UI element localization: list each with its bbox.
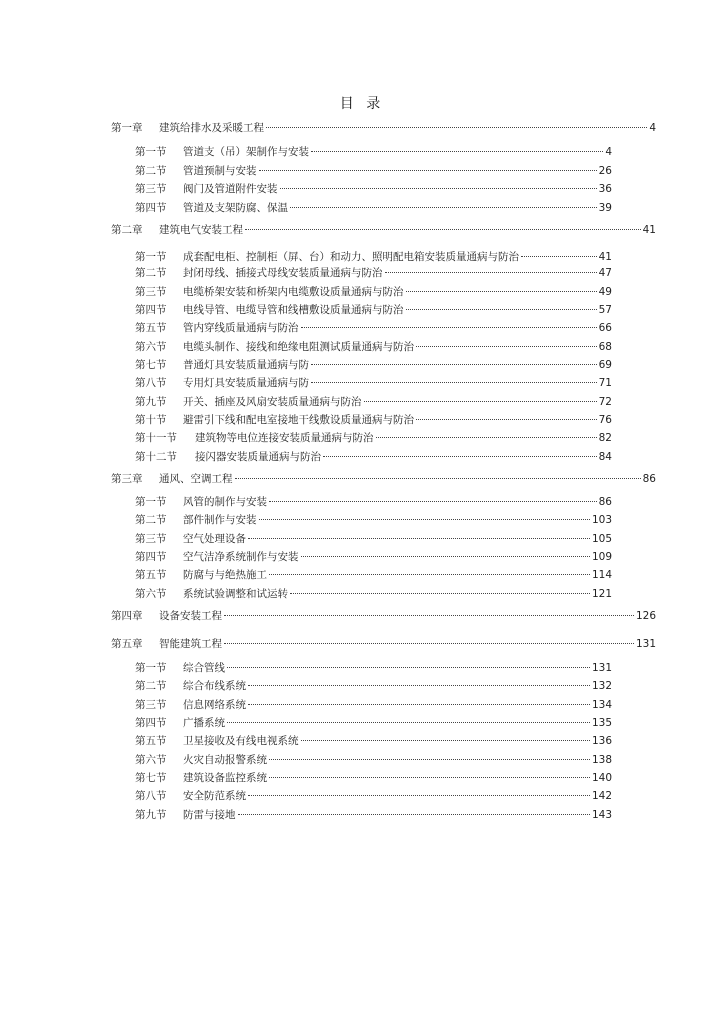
entry-number: 第十二节	[135, 451, 177, 463]
toc-section-entry[interactable]	[135, 788, 612, 804]
dot-leader	[259, 170, 597, 171]
entry-title: 智能建筑工程	[159, 638, 222, 650]
page-number: 84	[598, 451, 612, 463]
toc-section-entry[interactable]	[135, 394, 612, 410]
dot-leader	[311, 364, 597, 365]
page-number: 136	[591, 735, 612, 747]
toc-chapter-entry[interactable]	[111, 222, 656, 238]
page-number: 82	[598, 432, 612, 444]
toc-section-entry[interactable]	[135, 531, 612, 547]
page-number: 131	[635, 638, 656, 650]
entry-title: 防雷与接地	[183, 809, 236, 821]
entry-number: 第三节	[135, 699, 167, 711]
page-number: 121	[591, 588, 612, 600]
dot-leader	[269, 777, 590, 778]
page-number: 86	[642, 473, 656, 485]
dot-leader	[416, 346, 597, 347]
dot-leader	[416, 419, 597, 420]
toc-section-entry[interactable]	[135, 449, 612, 465]
entry-number: 第六节	[135, 588, 167, 600]
entry-title: 接闪器安装质量通病与防治	[195, 451, 321, 463]
entry-title: 系统试验调整和试运转	[183, 588, 288, 600]
page-number: 76	[598, 414, 612, 426]
entry-number: 第五章	[111, 638, 143, 650]
toc-section-entry[interactable]	[135, 144, 612, 160]
toc-section-entry[interactable]	[135, 357, 612, 373]
dot-leader	[245, 229, 641, 230]
page-number: 49	[598, 286, 612, 298]
toc-section-entry[interactable]	[135, 512, 612, 528]
page-number: 36	[598, 183, 612, 195]
dot-leader	[259, 519, 590, 520]
entry-title: 综合管线	[183, 662, 225, 674]
entry-title: 建筑给排水及采暖工程	[159, 122, 264, 134]
entry-number: 第一节	[135, 146, 167, 158]
page-number: 105	[591, 533, 612, 545]
toc-chapter-entry[interactable]	[111, 471, 656, 487]
dot-leader	[385, 272, 597, 273]
entry-number: 第一章	[111, 122, 143, 134]
page-number: 103	[591, 514, 612, 526]
entry-number: 第九节	[135, 396, 167, 408]
toc-section-entry[interactable]	[135, 265, 612, 281]
page-number: 138	[591, 754, 612, 766]
page-number: 134	[591, 699, 612, 711]
dot-leader	[269, 501, 597, 502]
entry-title: 信息网络系统	[183, 699, 246, 711]
entry-number: 第十一节	[135, 432, 177, 444]
toc-section-entry[interactable]	[135, 181, 612, 197]
toc-section-entry[interactable]	[135, 249, 612, 265]
entry-title: 开关、插座及风扇安装质量通病与防治	[183, 396, 362, 408]
dot-leader	[290, 593, 590, 594]
entry-title: 卫星接收及有线电视系统	[183, 735, 299, 747]
dot-leader	[280, 188, 597, 189]
page-number: 68	[598, 341, 612, 353]
entry-title: 部件制作与安装	[183, 514, 257, 526]
entry-number: 第四节	[135, 551, 167, 563]
page-number: 57	[598, 304, 612, 316]
toc-section-entry[interactable]	[135, 320, 612, 336]
dot-leader	[301, 556, 590, 557]
entry-number: 第一节	[135, 496, 167, 508]
entry-number: 第二节	[135, 514, 167, 526]
entry-number: 第六节	[135, 341, 167, 353]
entry-number: 第四节	[135, 717, 167, 729]
page-number: 4	[649, 122, 656, 134]
page-number: 41	[598, 251, 612, 263]
entry-number: 第五节	[135, 322, 167, 334]
toc-section-entry[interactable]	[135, 586, 612, 602]
entry-title: 空气处理设备	[183, 533, 246, 545]
page-number: 131	[591, 662, 612, 674]
page-number: 143	[591, 809, 612, 821]
entry-number: 第一节	[135, 251, 167, 263]
entry-number: 第二节	[135, 165, 167, 177]
entry-number: 第二章	[111, 224, 143, 236]
entry-number: 第四节	[135, 202, 167, 214]
entry-title: 防腐与与绝热施工	[183, 569, 267, 581]
toc-section-entry[interactable]	[135, 375, 612, 391]
toc-section-entry[interactable]	[135, 733, 612, 749]
dot-leader	[406, 291, 597, 292]
toc-section-entry[interactable]	[135, 302, 612, 318]
toc-section-entry[interactable]	[135, 200, 612, 216]
toc-section-entry[interactable]	[135, 678, 612, 694]
entry-number: 第三节	[135, 533, 167, 545]
page-number: 114	[591, 569, 612, 581]
entry-title: 广播系统	[183, 717, 225, 729]
dot-leader	[227, 722, 590, 723]
page-number: 109	[591, 551, 612, 563]
entry-title: 专用灯具安装质量通病与防	[183, 377, 309, 389]
page-number: 135	[591, 717, 612, 729]
entry-number: 第五节	[135, 569, 167, 581]
dot-leader	[311, 151, 603, 152]
entry-title: 管道支（吊）架制作与安装	[183, 146, 309, 158]
toc-chapter-entry[interactable]	[111, 608, 656, 624]
dot-leader	[364, 401, 597, 402]
entry-title: 设备安装工程	[159, 610, 222, 622]
entry-number: 第九节	[135, 809, 167, 821]
entry-number: 第三章	[111, 473, 143, 485]
entry-number: 第三节	[135, 286, 167, 298]
entry-title: 建筑物等电位连接安装质量通病与防治	[195, 432, 374, 444]
entry-number: 第三节	[135, 183, 167, 195]
toc-section-entry[interactable]	[135, 770, 612, 786]
dot-leader	[235, 478, 641, 479]
entry-title: 风管的制作与安装	[183, 496, 267, 508]
dot-leader	[269, 574, 590, 575]
entry-title: 阀门及管道附件安装	[183, 183, 278, 195]
entry-title: 建筑设备监控系统	[183, 772, 267, 784]
entry-number: 第五节	[135, 735, 167, 747]
entry-title: 电线导管、电缆导管和线槽敷设质量通病与防治	[183, 304, 404, 316]
dot-leader	[311, 382, 597, 383]
page-number: 69	[598, 359, 612, 371]
entry-title: 通风、空调工程	[159, 473, 233, 485]
page-number: 47	[598, 267, 612, 279]
entry-number: 第六节	[135, 754, 167, 766]
dot-leader	[238, 814, 590, 815]
entry-number: 第七节	[135, 772, 167, 784]
toc-section-entry[interactable]	[135, 715, 612, 731]
dot-leader	[227, 667, 590, 668]
toc-section-entry[interactable]	[135, 752, 612, 768]
dot-leader	[248, 795, 590, 796]
page-number: 72	[598, 396, 612, 408]
toc-section-entry[interactable]	[135, 430, 612, 446]
entry-number: 第八节	[135, 377, 167, 389]
entry-title: 管道预制与安装	[183, 165, 257, 177]
dot-leader	[290, 207, 597, 208]
dot-leader	[248, 685, 590, 686]
dot-leader	[323, 456, 597, 457]
page-number: 86	[598, 496, 612, 508]
page-number: 140	[591, 772, 612, 784]
dot-leader	[269, 759, 590, 760]
page-number: 142	[591, 790, 612, 802]
dot-leader	[521, 256, 597, 257]
dot-leader	[266, 127, 647, 128]
toc-section-entry[interactable]	[135, 284, 612, 300]
entry-title: 建筑电气安装工程	[159, 224, 243, 236]
dot-leader	[376, 437, 597, 438]
entry-title: 火灾自动报警系统	[183, 754, 267, 766]
entry-number: 第一节	[135, 662, 167, 674]
entry-title: 安全防范系统	[183, 790, 246, 802]
entry-number: 第二节	[135, 680, 167, 692]
page-number: 39	[598, 202, 612, 214]
page-number: 66	[598, 322, 612, 334]
entry-title: 综合布线系统	[183, 680, 246, 692]
entry-number: 第二节	[135, 267, 167, 279]
entry-title: 封闭母线、插接式母线安装质量通病与防治	[183, 267, 383, 279]
dot-leader	[224, 643, 634, 644]
entry-number: 第十节	[135, 414, 167, 426]
toc-section-entry[interactable]	[135, 412, 612, 428]
page-number: 71	[598, 377, 612, 389]
entry-number: 第四章	[111, 610, 143, 622]
entry-title: 避雷引下线和配电室接地干线敷设质量通病与防治	[183, 414, 414, 426]
page-number: 26	[598, 165, 612, 177]
toc-section-entry[interactable]	[135, 660, 612, 676]
toc-section-entry[interactable]	[135, 697, 612, 713]
entry-title: 电缆桥架安装和桥架内电缆敷设质量通病与防治	[183, 286, 404, 298]
entry-number: 第四节	[135, 304, 167, 316]
entry-title: 管内穿线质量通病与防治	[183, 322, 299, 334]
dot-leader	[248, 538, 590, 539]
dot-leader	[224, 615, 634, 616]
entry-title: 普通灯具安装质量通病与防	[183, 359, 309, 371]
page-number: 126	[635, 610, 656, 622]
page-number: 132	[591, 680, 612, 692]
dot-leader	[301, 740, 590, 741]
dot-leader	[301, 327, 597, 328]
dot-leader	[406, 309, 597, 310]
toc-section-entry[interactable]	[135, 163, 612, 179]
toc-section-entry[interactable]	[135, 549, 612, 565]
toc-section-entry[interactable]	[135, 807, 612, 823]
toc-chapter-entry[interactable]	[111, 636, 656, 652]
entry-title: 管道及支架防腐、保温	[183, 202, 288, 214]
toc-chapter-entry[interactable]	[111, 120, 656, 136]
entry-title: 电缆头制作、接线和绝缘电阻测试质量通病与防治	[183, 341, 414, 353]
entry-title: 空气洁净系统制作与安装	[183, 551, 299, 563]
entry-number: 第八节	[135, 790, 167, 802]
entry-title: 成套配电柜、控制柜（屏、台）和动力、照明配电箱安装质量通病与防治	[183, 251, 519, 263]
page-number: 4	[605, 146, 612, 158]
toc-section-entry[interactable]	[135, 567, 612, 583]
toc-section-entry[interactable]	[135, 339, 612, 355]
toc-section-entry[interactable]	[135, 494, 612, 510]
entry-number: 第七节	[135, 359, 167, 371]
dot-leader	[248, 704, 590, 705]
toc-title: 目 录	[339, 96, 385, 112]
page-number: 41	[642, 224, 656, 236]
